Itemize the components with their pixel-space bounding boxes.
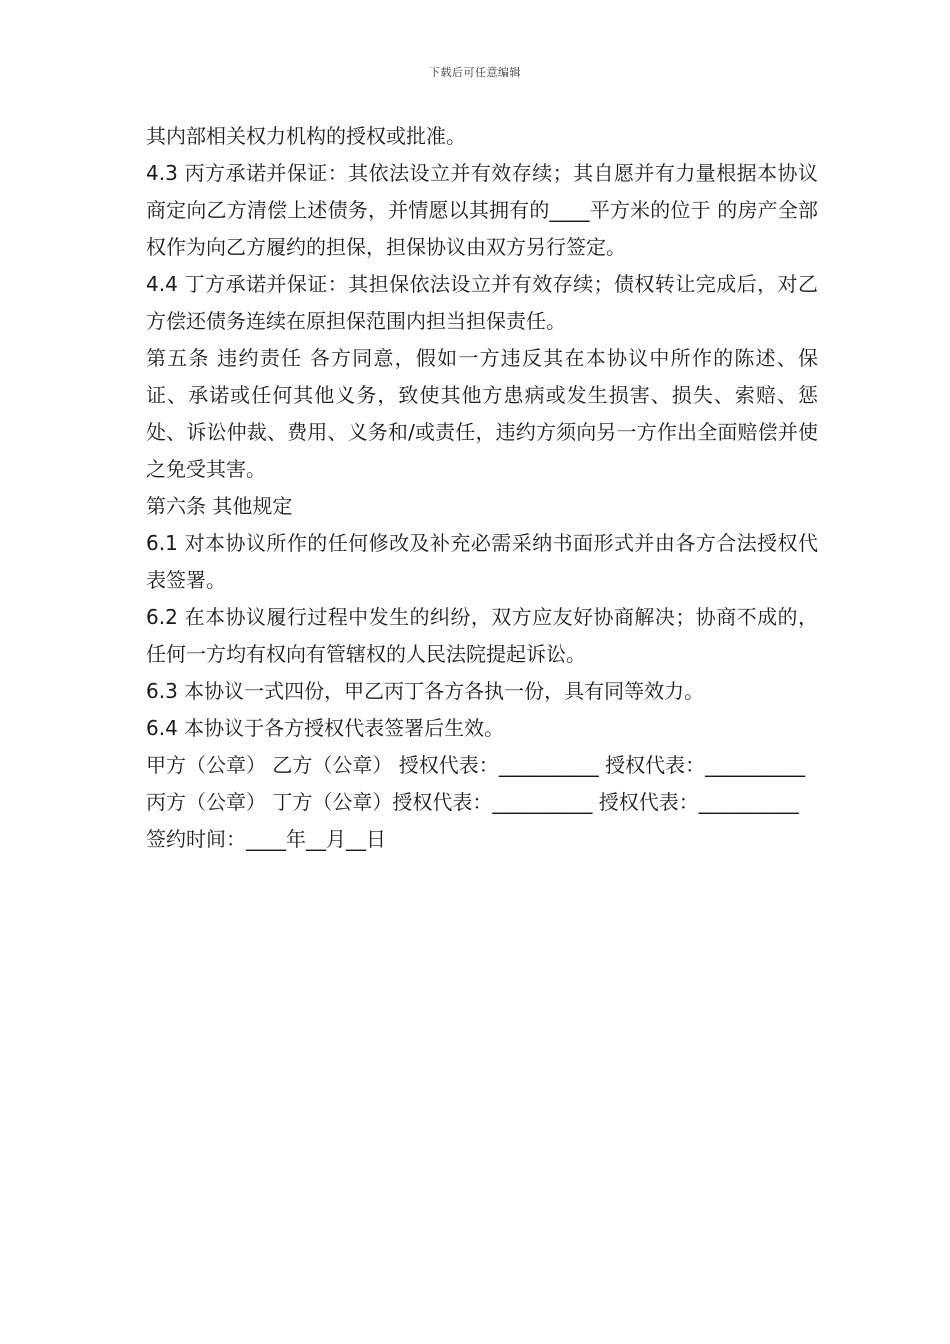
signing-date: 签约时间：____年__月__日 (146, 827, 386, 851)
paragraph-authorization: 其内部相关权力机构的授权或批准。 (146, 124, 466, 148)
article-5-liability: 第五条 违约责任 各方同意，假如一方违反其在本协议中所作的陈述、保证、承诺或任何其他义务，致使其他方患病或发生损害、损失、索赔、惩处、诉讼仲裁、费用、义务和/或责任，违约方须向另一方作出全面赔偿并使之免受其害。 (146, 346, 818, 481)
clause-4-3: 4.3 丙方承诺并保证：其依法设立并有效存续；其自愿并有力量根据本协议商定向乙方清偿上述债务，并情愿以其拥有的____平方米的位于 的房产全部权作为向乙方履约的担保，担保协议由双方另行签定。 (146, 161, 818, 259)
signature-line-2: 丙方（公章） 丁方（公章）授权代表：__________ 授权代表：__________ (146, 790, 799, 814)
clause-6-3: 6.3 本协议一式四份，甲乙丙丁各方各执一份，具有同等效力。 (146, 679, 705, 703)
clause-6-2: 6.2 在本协议履行过程中发生的纠纷，双方应友好协商解决；协商不成的，任何一方均有权向有管辖权的人民法院提起诉讼。 (146, 605, 818, 666)
page-header: 下载后可任意编辑 (429, 66, 521, 79)
clause-6-1: 6.1 对本协议所作的任何修改及补充必需采纳书面形式并由各方合法授权代表签署。 (146, 531, 818, 592)
clause-6-4: 6.4 本协议于各方授权代表签署后生效。 (146, 716, 505, 740)
article-6-heading: 第六条 其他规定 (146, 494, 293, 518)
clause-4-4: 4.4 丁方承诺并保证：其担保依法设立并有效存续；债权转让完成后，对乙方偿还债务连续在原担保范围内担当担保责任。 (146, 272, 818, 333)
document-body (146, 118, 818, 858)
signature-line-1: 甲方（公章） 乙方（公章） 授权代表：__________ 授权代表：__________ (146, 753, 806, 777)
